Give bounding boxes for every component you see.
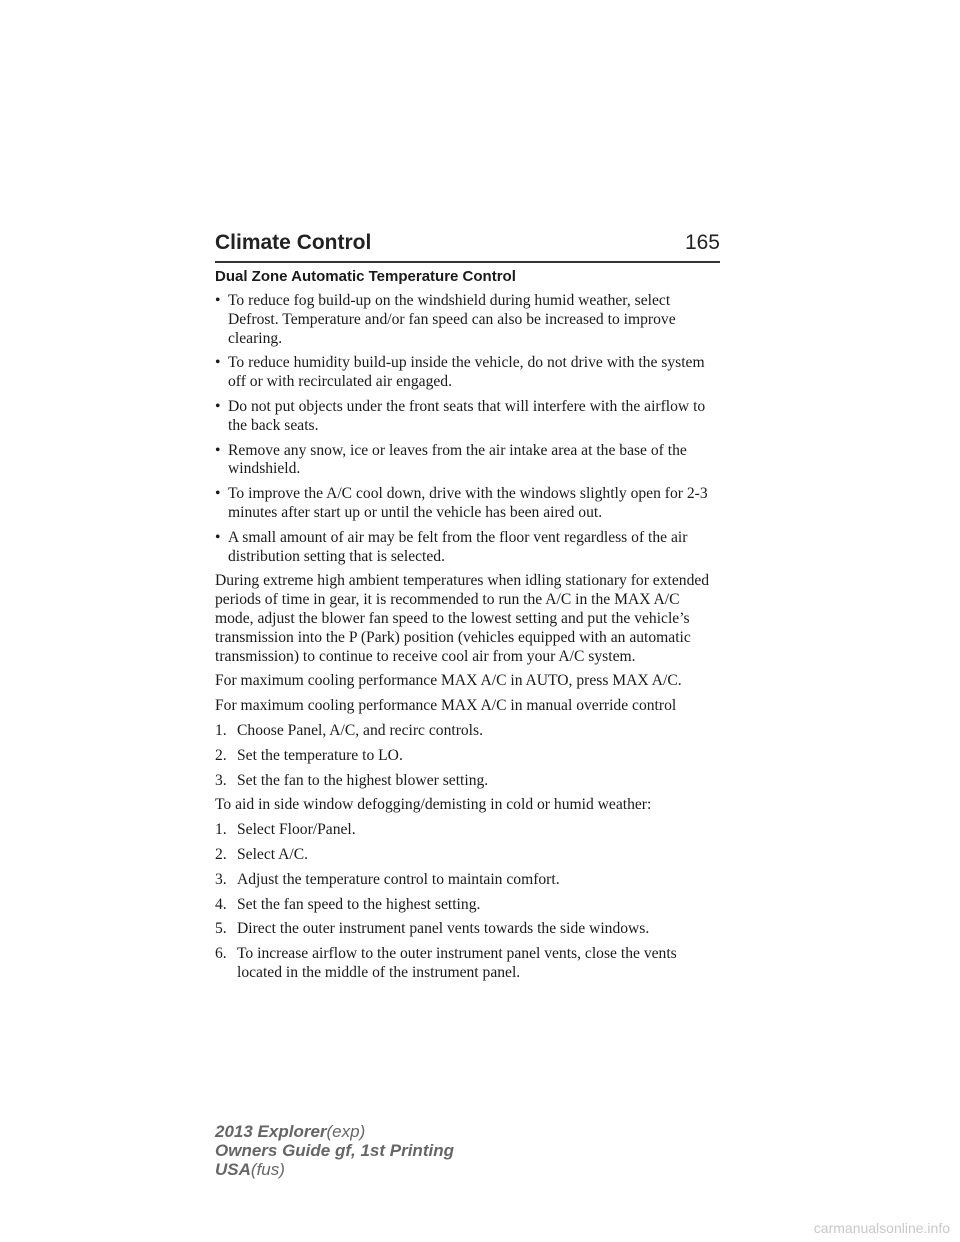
- footer-market: USA: [215, 1160, 251, 1179]
- paragraph-max-ac-auto: For maximum cooling performance MAX A/C in AUTO, press MAX A/C.: [215, 672, 682, 690]
- bullet-icon: •: [215, 528, 221, 546]
- paragraph-max-ac-manual: For maximum cooling performance MAX A/C in manual override control: [215, 697, 677, 715]
- step-text: Select Floor/Panel.: [237, 821, 356, 839]
- manual-step: [215, 722, 720, 741]
- defog-step: [215, 821, 720, 840]
- defog-step: [215, 846, 720, 865]
- bullet-icon: •: [215, 292, 221, 309]
- footer-line-guide: Owners Guide gf, 1st Printing: [215, 1141, 454, 1160]
- defog-step: [215, 871, 720, 890]
- step-number: 2.: [215, 746, 227, 764]
- defog-step: [215, 896, 720, 915]
- section-heading: Dual Zone Automatic Temperature Control: [215, 268, 516, 285]
- step-text: To increase airflow to the outer instrument panel vents, close the vents located in the middle of the instrument panel.: [237, 945, 677, 981]
- footer-market-code: (fus): [250, 1160, 285, 1179]
- step-number: 3.: [215, 870, 227, 888]
- step-number: 1.: [215, 821, 227, 839]
- bullet-item: [215, 354, 720, 392]
- bullet-item: [215, 529, 720, 567]
- manual-step: [215, 747, 720, 766]
- step-text: Choose Panel, A/C, and recirc controls.: [237, 721, 483, 739]
- bullet-icon: •: [215, 354, 221, 372]
- bullet-item: [215, 442, 720, 480]
- bullet-item: [215, 292, 720, 348]
- step-number: 1.: [215, 721, 227, 739]
- bullet-text: A small amount of air may be felt from the floor vent regardless of the air distribution setting that is selected.: [228, 528, 688, 565]
- step-text: Set the fan to the highest blower setting.: [237, 771, 489, 789]
- bullet-item: [215, 398, 720, 436]
- bullet-item: [215, 485, 720, 523]
- step-text: Adjust the temperature control to maintain comfort.: [237, 870, 560, 888]
- manual-step: [215, 772, 720, 791]
- defog-step: [215, 920, 720, 939]
- defog-step: [215, 945, 720, 983]
- footer-model-code: (exp): [326, 1122, 366, 1141]
- step-text: Select A/C.: [237, 845, 309, 863]
- page-number: 165: [684, 231, 720, 254]
- footer-line-market: [215, 1160, 454, 1179]
- page-header: [215, 231, 720, 263]
- paragraph-defog: To aid in side window defogging/demisting in cold or humid weather:: [215, 796, 652, 814]
- step-text: Set the fan speed to the highest setting.: [237, 895, 481, 913]
- bullet-text: Remove any snow, ice or leaves from the air intake area at the base of the windshield.: [228, 441, 687, 478]
- step-number: 4.: [215, 895, 227, 913]
- bullet-text: To reduce humidity build-up inside the vehicle, do not drive with the system off or with recirculated air engaged.: [228, 354, 705, 391]
- bullet-icon: •: [215, 441, 221, 459]
- footer-model: 2013 Explorer: [215, 1122, 327, 1141]
- watermark: carmanualsonline.info: [813, 1220, 950, 1236]
- step-text: Direct the outer instrument panel vents towards the side windows.: [237, 920, 650, 938]
- step-number: 3.: [215, 771, 227, 789]
- bullet-text: Do not put objects under the front seats that will interfere with the airflow to the back seats.: [228, 397, 706, 434]
- page-title: Climate Control: [215, 231, 372, 254]
- bullet-icon: •: [215, 397, 221, 415]
- page-content: [215, 268, 720, 989]
- bullet-icon: •: [215, 485, 221, 503]
- bullet-text: To reduce fog build-up on the windshield during humid weather, select Defrost. Temperature and/or fan speed can also be increased to improve clearing.: [228, 292, 676, 347]
- bullet-text: To improve the A/C cool down, drive with the windows slightly open for 2-3 minutes after start up or until the vehicle has been aired out.: [228, 485, 708, 521]
- step-number: 6.: [215, 945, 227, 963]
- step-number: 5.: [215, 920, 227, 938]
- footer-line-model: [215, 1122, 454, 1141]
- step-text: Set the temperature to LO.: [237, 746, 403, 764]
- step-number: 2.: [215, 845, 227, 863]
- paragraph-extreme-heat: During extreme high ambient temperatures when idling stationary for extended periods of time in gear, it is recommended to run the A/C in the MAX A/C mode, adjust the blower fan speed to the lowest setting and put the vehicle’s transmission into the P (Park) position (vehicles equipped with an automatic transmission) to continue to receive cool air from your A/C system.: [215, 572, 710, 665]
- page-footer: [215, 1122, 454, 1179]
